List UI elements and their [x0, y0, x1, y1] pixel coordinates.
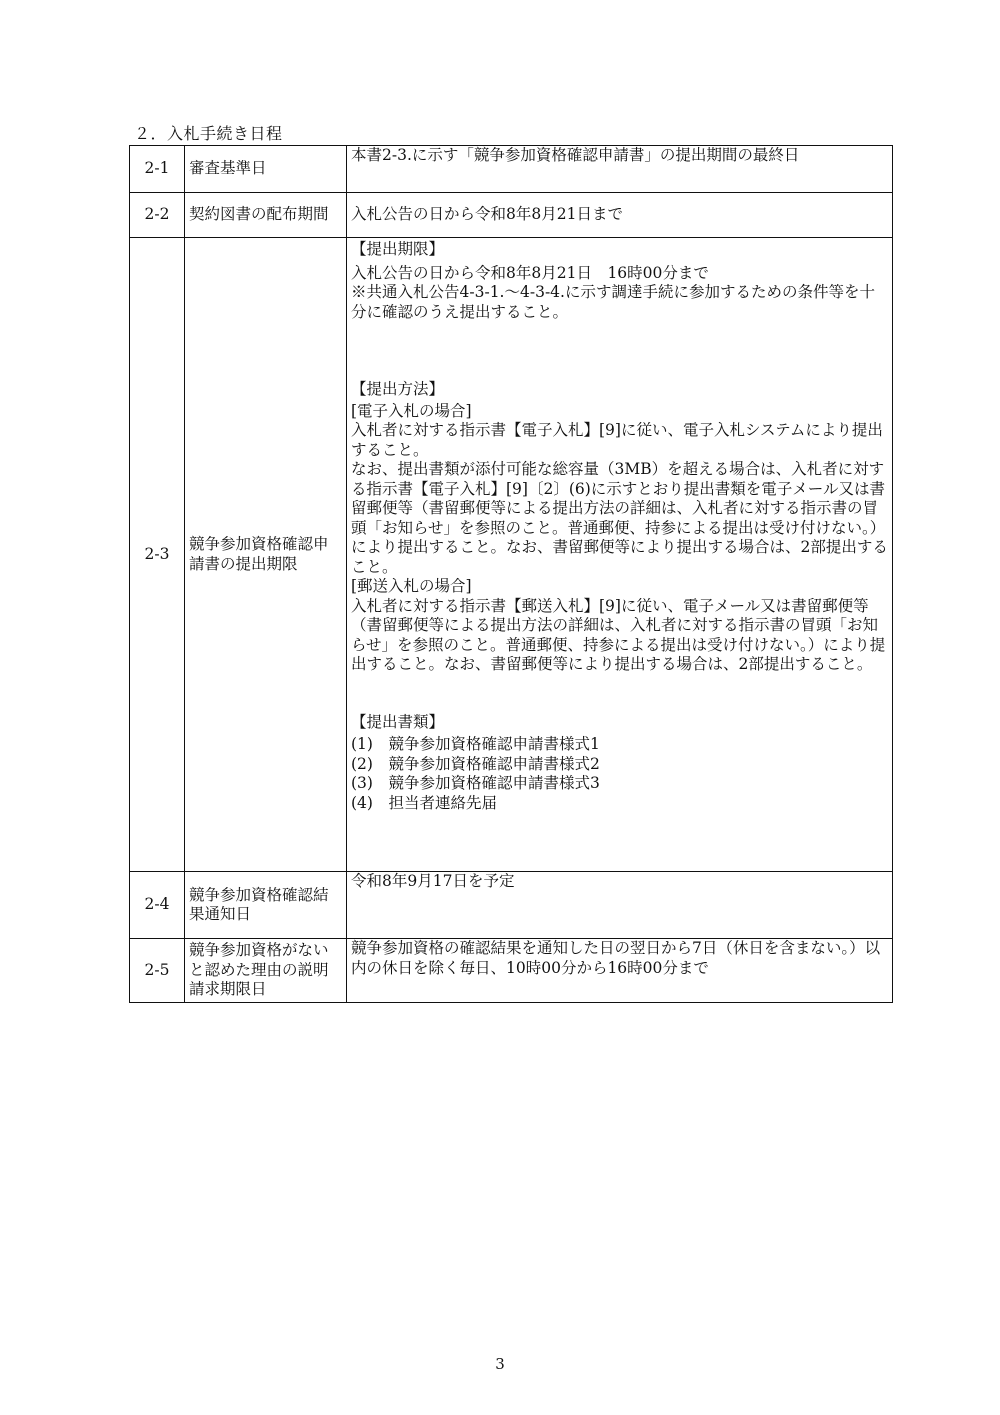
row-number: 2-3	[130, 238, 185, 872]
postal-text: 入札者に対する指示書【郵送入札】[9]に従い、電子メール又は書留郵便等（書留郵便等による提出方法の詳細は、入札者に対する指示書の冒頭「お知らせ」を参照のこと。普通郵便、持参による提出は受け付けない。）により提出すること。なお、書留郵便等により提出する場合は、2部提出すること。	[351, 596, 886, 673]
table-row	[130, 146, 893, 193]
deadline-heading: 【提出期限】	[351, 240, 445, 258]
document-item: (1) 競争参加資格確認申請書様式1	[351, 735, 600, 753]
row-content: 入札公告の日から令和8年8月21日まで	[347, 193, 893, 238]
electronic-heading: [電子入札の場合]	[351, 401, 472, 420]
deadline-note: ※共通入札公告4-3-1.～4-3-4.に示す調達手続に参加するための条件等を十分に確認のうえ提出すること。	[351, 283, 875, 321]
row-number: 2-4	[130, 872, 185, 939]
page-number: 3	[495, 1355, 505, 1373]
document-item: (3) 競争参加資格確認申請書様式3	[351, 774, 600, 792]
postal-heading: [郵送入札の場合]	[351, 577, 472, 595]
row-number: 2-2	[130, 193, 185, 238]
row-content	[347, 238, 893, 872]
document-item: (4) 担当者連絡先届	[351, 793, 497, 812]
row-content: 本書2-3.に示す「競争参加資格確認申請書」の提出期間の最終日	[347, 146, 893, 193]
row-label: 審査基準日	[185, 146, 347, 193]
method-heading: 【提出方法】	[351, 380, 445, 398]
row-number: 2-5	[130, 939, 185, 1003]
table-row	[130, 872, 893, 939]
document-item: (2) 競争参加資格確認申請書様式2	[351, 754, 600, 773]
electronic-text: 入札者に対する指示書【電子入札】[9]に従い、電子入札システムにより提出すること。	[351, 421, 883, 459]
deadline-text: 入札公告の日から令和8年8月21日 16時00分まで	[351, 263, 709, 282]
documents-heading: 【提出書類】	[351, 712, 445, 731]
section-title: ２．入札手続き日程	[134, 124, 283, 143]
table-row	[130, 238, 893, 872]
row-label: 契約図書の配布期間	[185, 193, 347, 238]
row-label: 競争参加資格確認申請書の提出期限	[185, 238, 347, 872]
row-content: 競争参加資格の確認結果を通知した日の翌日から7日（休日を含まない。）以内の休日を除く毎日、10時00分から16時00分まで	[347, 939, 893, 1003]
electronic-text-note: なお、提出書類が添付可能な総容量（3MB）を超える場合は、入札者に対する指示書【電子入札】[9]〔2〕(6)に示すとおり提出書類を電子メール又は書留郵便等（書留郵便等による提出方法の詳細は、入札者に対する指示書の冒頭「お知らせ」を参照のこと。普通郵便、持参による提出は受け付けない。）により提出すること。なお、書留郵便等により提出する場合は、2部提出すること。	[351, 460, 888, 576]
row-label: 競争参加資格がないと認めた理由の説明請求期限日	[185, 939, 347, 1003]
row-label: 競争参加資格確認結果通知日	[185, 872, 347, 939]
table-row	[130, 939, 893, 1003]
row-number: 2-1	[130, 146, 185, 193]
table-row	[130, 193, 893, 238]
row-content: 令和8年9月17日を予定	[347, 872, 893, 939]
schedule-table	[129, 145, 893, 1003]
